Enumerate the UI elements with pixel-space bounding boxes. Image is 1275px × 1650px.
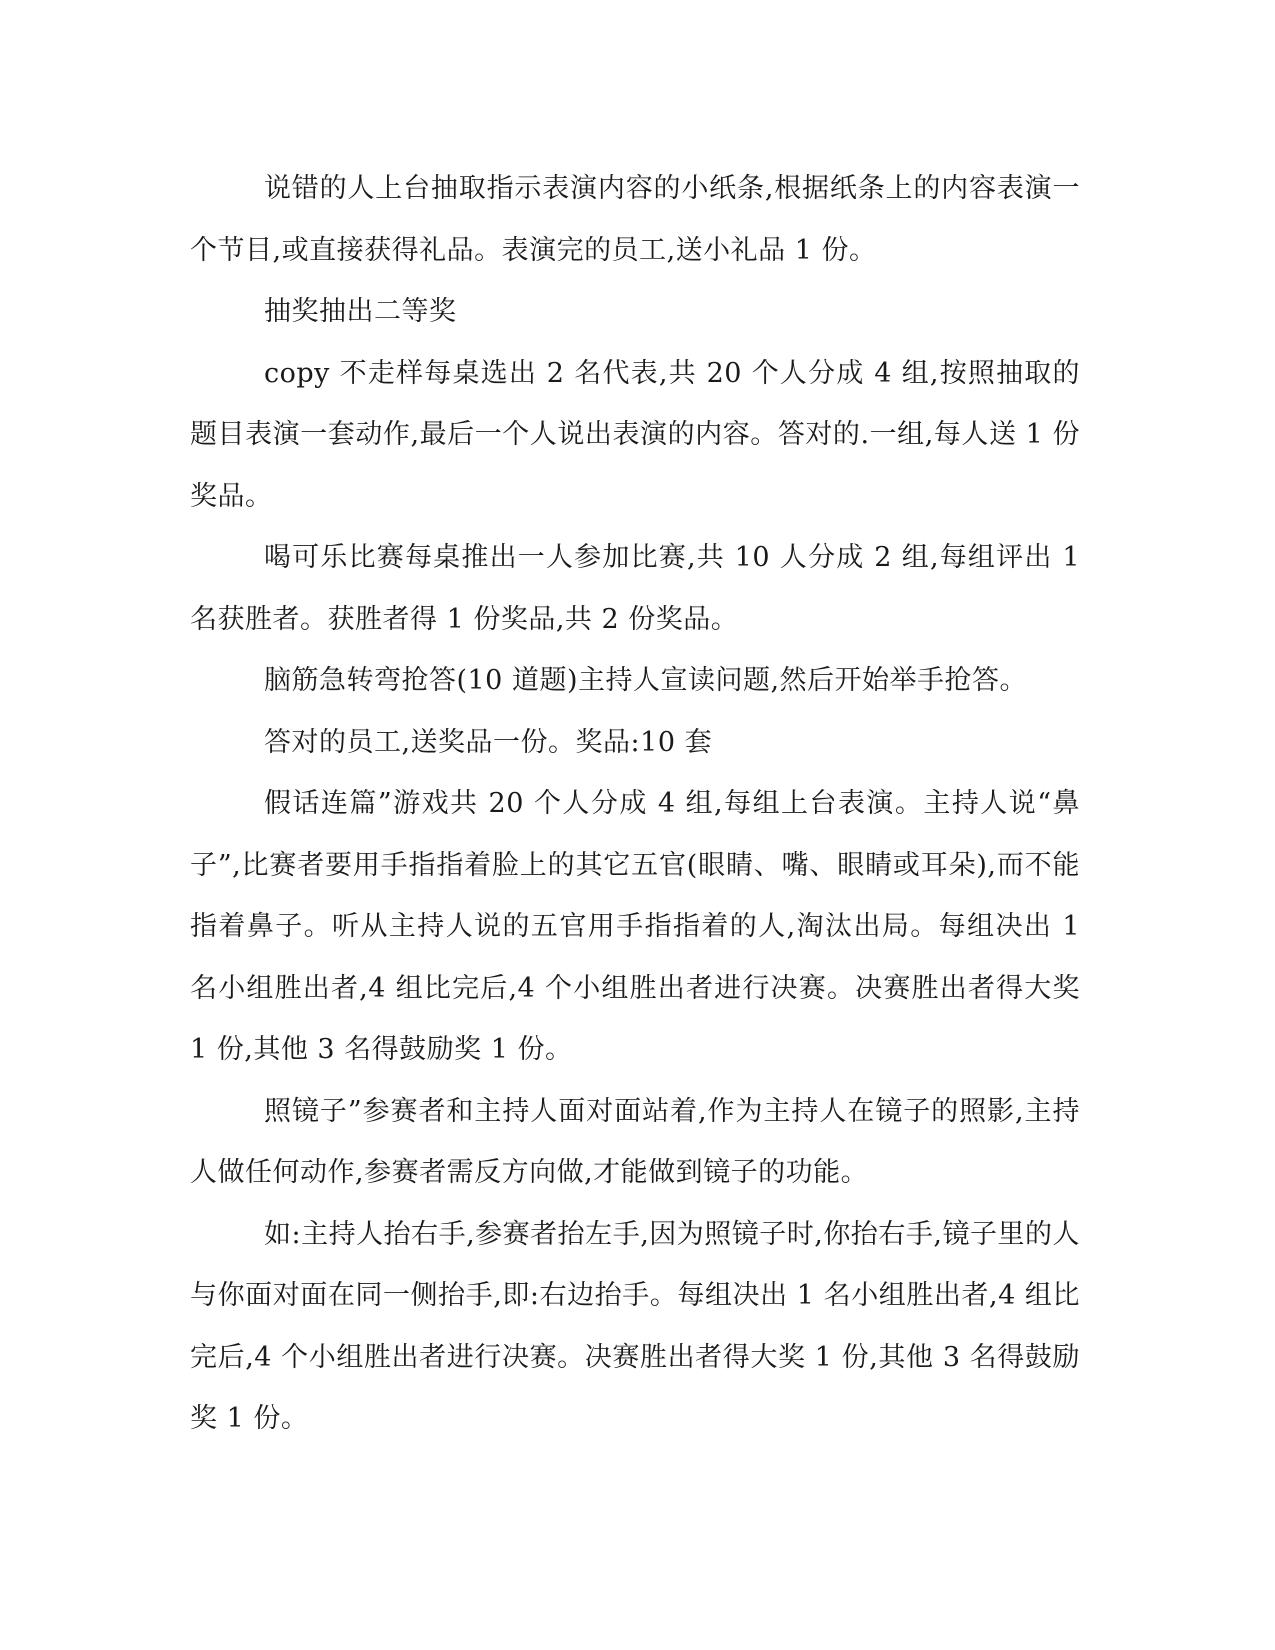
paragraph-5: 脑筋急转弯抢答(10 道题)主持人宣读问题,然后开始举手抢答。 <box>263 665 1028 696</box>
document-body <box>190 158 1080 1450</box>
paragraph-2-heading: 抽奖抽出二等奖 <box>263 296 457 327</box>
paragraph-7: 假话连篇”游戏共 20 个人分成 4 组,每组上台表演。主持人说“鼻子”,比赛者要用手指指着脸上的其它五官(眼睛、嘴、眼睛或耳朵),而不能指着鼻子。听从主持人说的五官用手指指着的人,淘汰出局。每组决出 1 名小组胜出者,4 组比完后,4 个小组胜出者进行决赛。决赛胜出者得大奖 1 份,其他 3 名得鼓励奖 1 份。 <box>190 788 1080 1065</box>
paragraph-8: 照镜子”参赛者和主持人面对面站着,作为主持人在镜子的照影,主持人做任何动作,参赛者需反方向做,才能做到镜子的功能。 <box>190 1095 1080 1188</box>
paragraph-3: copy 不走样每桌选出 2 名代表,共 20 个人分成 4 组,按照抽取的题目表演一套动作,最后一个人说出表演的内容。答对的.一组,每人送 1 份奖品。 <box>190 357 1080 512</box>
paragraph-9: 如:主持人抬右手,参赛者抬左手,因为照镜子时,你抬右手,镜子里的人与你面对面在同一侧抬手,即:右边抬手。每组决出 1 名小组胜出者,4 组比完后,4 个小组胜出者进行决赛。决赛胜出者得大奖 1 份,其他 3 名得鼓励奖 1 份。 <box>190 1218 1080 1434</box>
paragraph-6: 答对的员工,送奖品一份。奖品:10 套 <box>263 726 713 758</box>
paragraph-4: 喝可乐比赛每桌推出一人参加比赛,共 10 人分成 2 组,每组评出 1 名获胜者。获胜者得 1 份奖品,共 2 份奖品。 <box>190 542 1080 635</box>
paragraph-1: 说错的人上台抽取指示表演内容的小纸条,根据纸条上的内容表演一个节目,或直接获得礼品。表演完的员工,送小礼品 1 份。 <box>190 173 1080 266</box>
